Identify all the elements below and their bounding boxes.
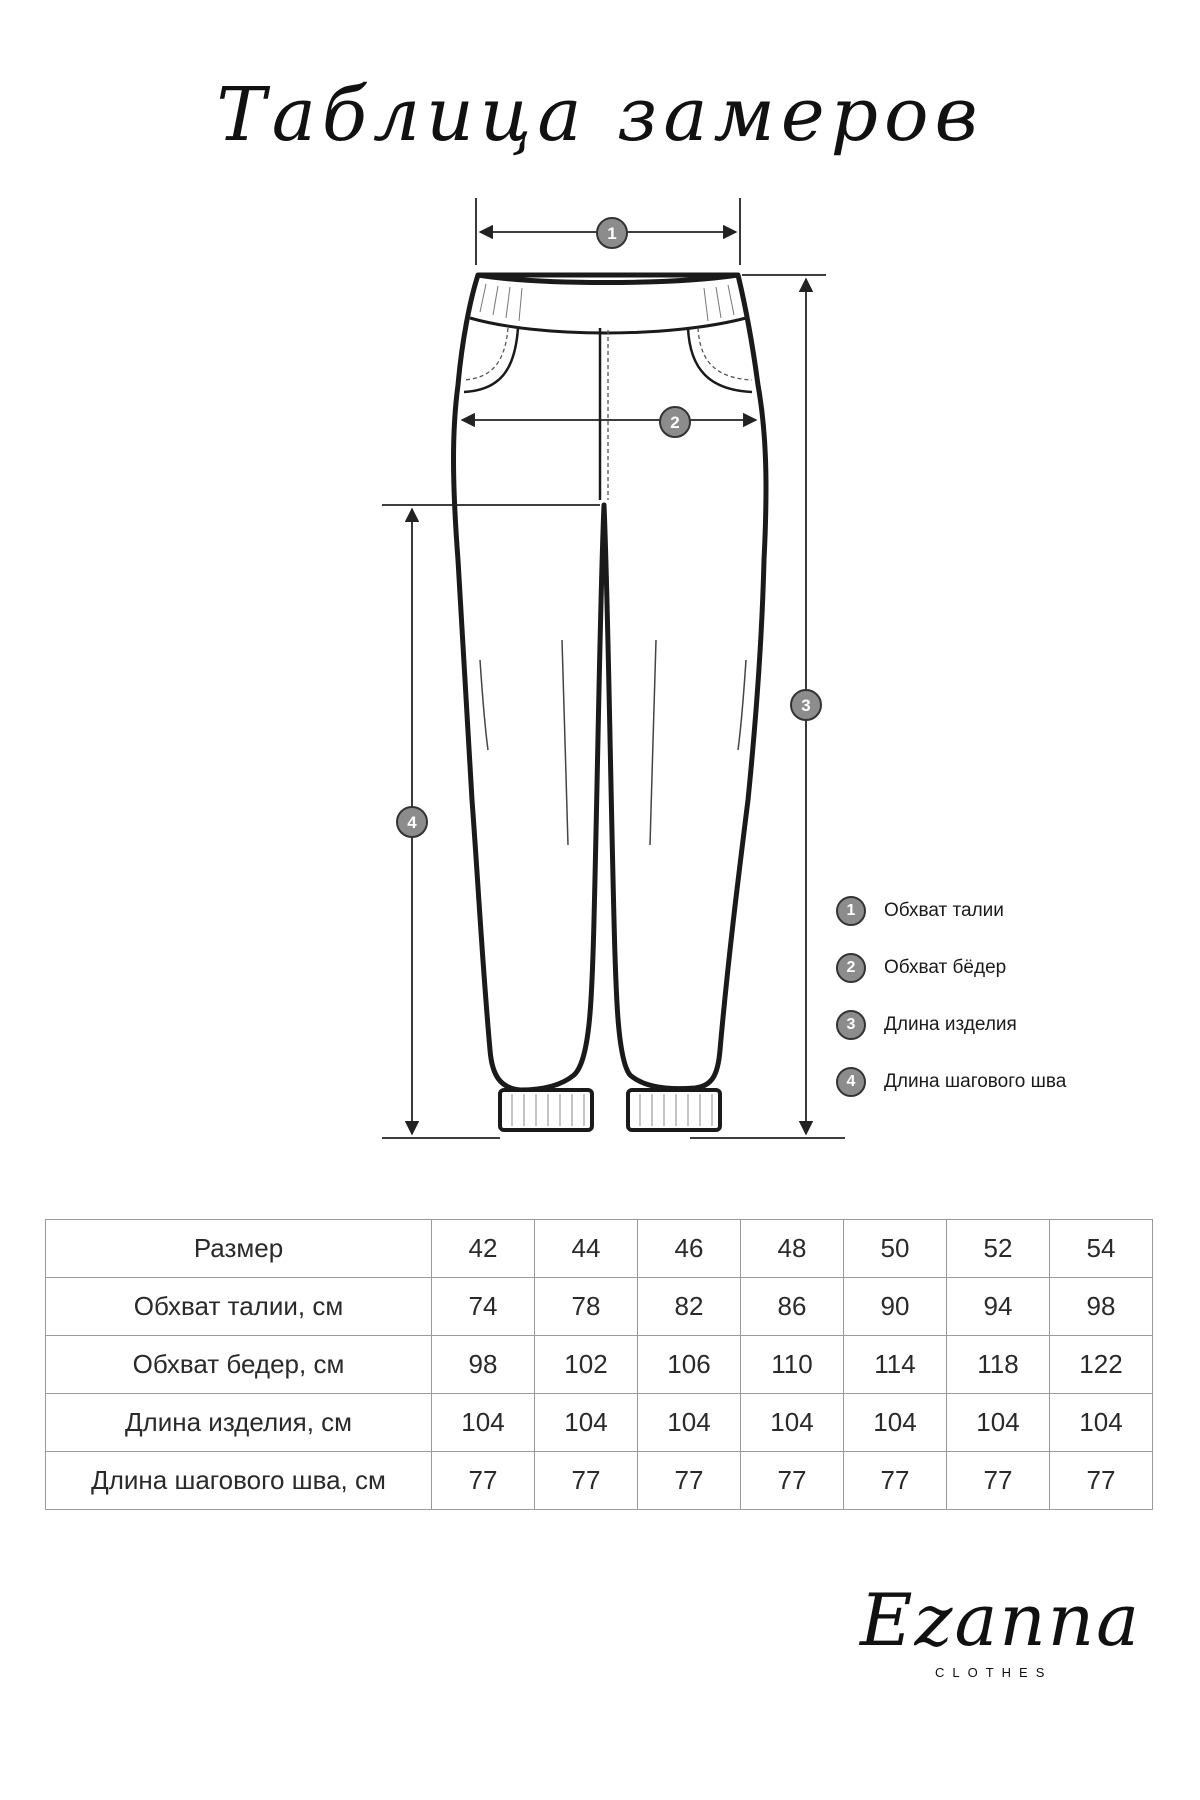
legend-number: 1 xyxy=(836,896,866,926)
marker-3-label: 3 xyxy=(801,696,811,715)
brand-name: Ezanna xyxy=(860,1578,1142,1662)
marker-2-label: 2 xyxy=(670,413,680,432)
table-cell: 104 xyxy=(638,1394,741,1452)
table-cell: 48 xyxy=(741,1220,844,1278)
table-row-label: Обхват бедер, см xyxy=(46,1336,432,1394)
table-header-row xyxy=(46,1220,1153,1278)
table-cell: 86 xyxy=(741,1278,844,1336)
legend-label: Длина изделия xyxy=(884,1013,1017,1035)
measurement-legend xyxy=(836,882,1156,1110)
brand-subtitle: CLOTHES xyxy=(935,1665,1053,1680)
table-cell: 52 xyxy=(947,1220,1050,1278)
table-cell: 77 xyxy=(535,1452,638,1510)
marker-4-label: 4 xyxy=(407,813,417,832)
table-cell: 90 xyxy=(844,1278,947,1336)
table-row xyxy=(46,1394,1153,1452)
cuffs xyxy=(500,1090,720,1130)
table-cell: 77 xyxy=(638,1452,741,1510)
table-cell: 98 xyxy=(1050,1278,1153,1336)
table-cell: 42 xyxy=(432,1220,535,1278)
table-cell: 78 xyxy=(535,1278,638,1336)
table-row-label: Длина изделия, см xyxy=(46,1394,432,1452)
legend-number: 4 xyxy=(836,1067,866,1097)
legend-item xyxy=(836,882,1156,939)
legend-label: Обхват талии xyxy=(884,899,1004,921)
table-row-label: Длина шагового шва, см xyxy=(46,1452,432,1510)
table-header-label: Размер xyxy=(46,1220,432,1278)
legend-label: Обхват бёдер xyxy=(884,956,1007,978)
table-cell: 50 xyxy=(844,1220,947,1278)
table-cell: 104 xyxy=(535,1394,638,1452)
table-cell: 104 xyxy=(844,1394,947,1452)
table-cell: 106 xyxy=(638,1336,741,1394)
marker-2 xyxy=(660,407,690,437)
table-cell: 82 xyxy=(638,1278,741,1336)
table-row xyxy=(46,1336,1153,1394)
table-cell: 104 xyxy=(947,1394,1050,1452)
table-cell: 54 xyxy=(1050,1220,1153,1278)
legend-label: Длина шагового шва xyxy=(884,1070,1067,1092)
table-row-label: Обхват талии, см xyxy=(46,1278,432,1336)
pants-outline xyxy=(454,275,767,1090)
table-cell: 122 xyxy=(1050,1336,1153,1394)
brand-logo xyxy=(860,1565,1160,1715)
center-seam xyxy=(600,328,608,500)
table-cell: 77 xyxy=(432,1452,535,1510)
legend-number: 2 xyxy=(836,953,866,983)
marker-1 xyxy=(597,218,627,248)
table-row xyxy=(46,1452,1153,1510)
marker-1-label: 1 xyxy=(607,224,617,243)
page-title: Таблица замеров xyxy=(216,72,984,158)
table-cell: 94 xyxy=(947,1278,1050,1336)
legend-item xyxy=(836,939,1156,996)
table-cell: 104 xyxy=(741,1394,844,1452)
table-cell: 77 xyxy=(1050,1452,1153,1510)
table-cell: 114 xyxy=(844,1336,947,1394)
marker-4 xyxy=(397,807,427,837)
table-cell: 77 xyxy=(947,1452,1050,1510)
table-cell: 104 xyxy=(432,1394,535,1452)
measure-lines xyxy=(382,198,845,1138)
table-cell: 110 xyxy=(741,1336,844,1394)
legend-item xyxy=(836,996,1156,1053)
table-cell: 77 xyxy=(844,1452,947,1510)
table-cell: 102 xyxy=(535,1336,638,1394)
marker-3 xyxy=(791,690,821,720)
table-cell: 77 xyxy=(741,1452,844,1510)
table-cell: 74 xyxy=(432,1278,535,1336)
table-cell: 98 xyxy=(432,1336,535,1394)
table-cell: 118 xyxy=(947,1336,1050,1394)
table-row xyxy=(46,1278,1153,1336)
table-cell: 44 xyxy=(535,1220,638,1278)
table-cell: 46 xyxy=(638,1220,741,1278)
pants-body xyxy=(454,275,767,1090)
size-table xyxy=(45,1219,1153,1510)
legend-number: 3 xyxy=(836,1010,866,1040)
table-cell: 104 xyxy=(1050,1394,1153,1452)
legend-item xyxy=(836,1053,1156,1110)
waistband xyxy=(470,275,746,333)
